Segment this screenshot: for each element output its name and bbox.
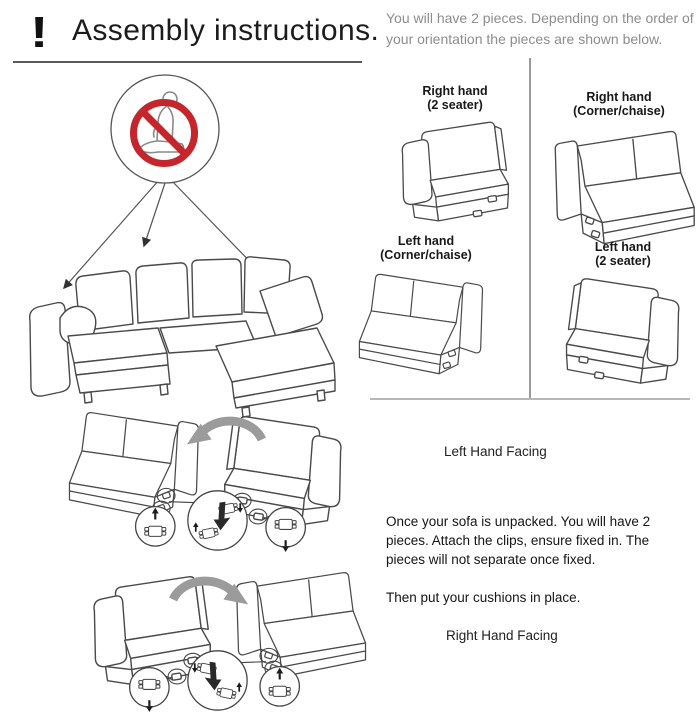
piece-variant: (Corner/chaise) [573,104,665,118]
assembly-diagram-left-hand [60,398,375,556]
piece-name: Left hand [594,240,652,254]
piece-name: Right hand [586,90,652,104]
piece-name: Left hand [397,234,455,248]
instruction-paragraph-2: Then put your cushions in place. [386,590,581,605]
piece-label [550,240,696,268]
instruction-text [386,512,686,626]
piece-figure-right-hand-corner-chaise [540,90,698,261]
piece-variant: (2 seater) [595,254,651,268]
caption-right-hand-facing: Right Hand Facing [446,628,558,643]
left-hand-corner-chaise-illustration [356,266,496,389]
piece-figure-right-hand-2-seater [386,84,524,231]
piece-label [540,90,698,118]
panel-divider-vertical [529,58,531,399]
intro-text: You will have 2 pieces. Depending on the order of your orientation the pieces are shown below. [386,10,694,47]
no-sitting-warning-illustration [8,62,372,426]
panel-divider-horizontal [370,398,690,400]
instruction-paragraph-1: Once your sofa is unpacked. You will have 2 pieces. Attach the clips, ensure fixed in. The pieces will not separate once fixed. [386,514,651,567]
piece-name: Right hand [422,84,488,98]
piece-variant: (2 seater) [427,98,483,112]
caption-left-hand-facing: Left Hand Facing [444,444,547,459]
piece-figure-left-hand-corner-chaise [356,234,496,389]
piece-label [386,84,524,112]
piece-variant: (Corner/chaise) [380,248,472,262]
piece-label [356,234,496,262]
assembled-corner-sofa-illustration [30,257,335,417]
left-hand-2-seater-illustration [550,272,696,394]
piece-figure-left-hand-2-seater [550,240,696,394]
assembly-diagram-right-hand [60,558,375,716]
exclamation-icon: ! [30,8,49,57]
page-title: Assembly instructions. [72,14,380,47]
right-hand-2-seater-illustration [386,116,524,231]
